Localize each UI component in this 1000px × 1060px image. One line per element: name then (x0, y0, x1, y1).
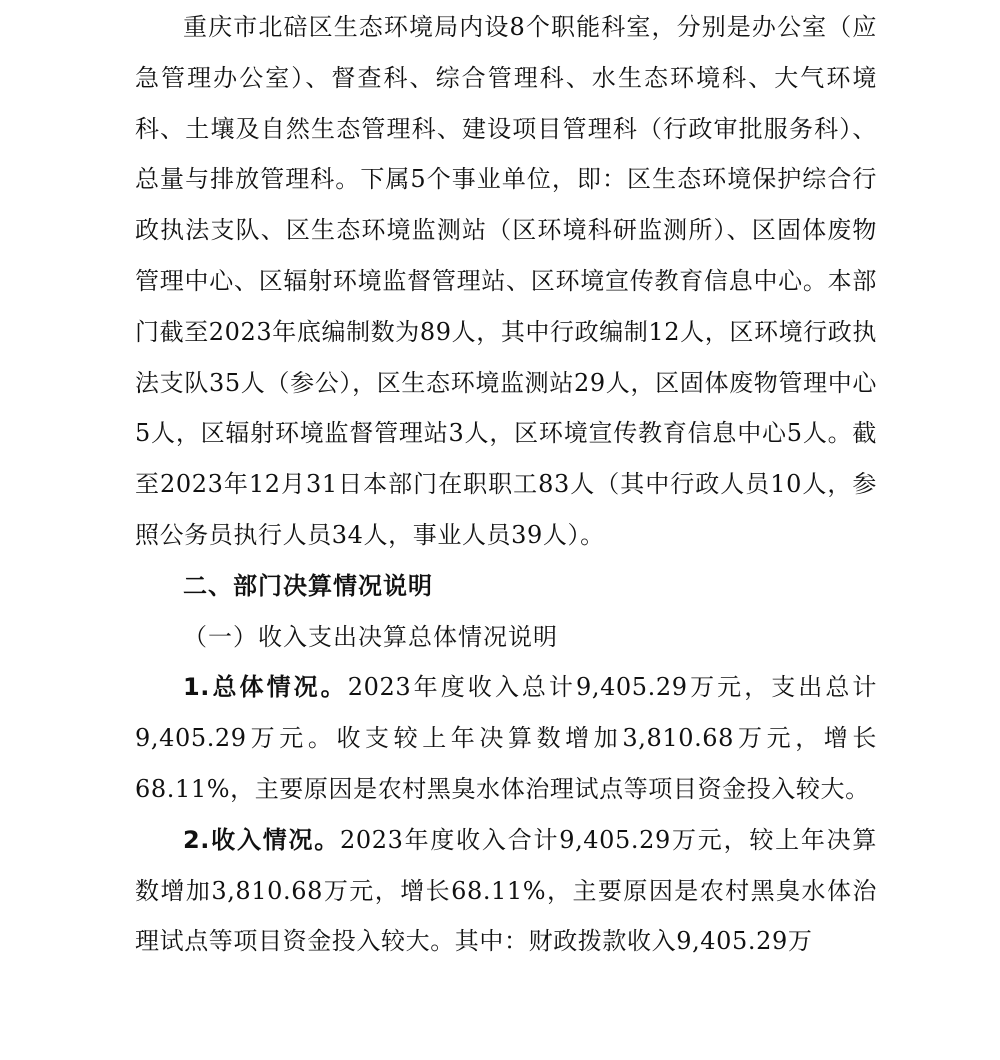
overall-situation-lead: 1.总体情况。 (183, 673, 348, 702)
document-page (135, 0, 877, 967)
overall-situation-text: 2023年度收入总计9,405.29万元，支出总计9,405.29万元。收支较上年决算数增加3,810.68万元，增长68.11%，主要原因是农村黑臭水体治理试点等项目资金投入较大。 (135, 673, 877, 803)
subsection-heading: （一）收入支出决算总体情况说明 (183, 622, 558, 651)
overall-situation-paragraph (135, 662, 877, 814)
income-situation-lead: 2.收入情况。 (183, 825, 340, 854)
section-heading: 二、部门决算情况说明 (183, 571, 433, 600)
income-situation-paragraph (135, 815, 877, 967)
org-structure-paragraph: 重庆市北碚区生态环境局内设8个职能科室，分别是办公室（应急管理办公室）、督查科、综合管理科、水生态环境科、大气环境科、土壤及自然生态管理科、建设项目管理科（行政审批服务科）、总量与排放管理科。下属5个事业单位，即：区生态环境保护综合行政执法支队、区生态环境监测站（区环境科研监测所）、区固体废物管理中心、区辐射环境监督管理站、区环境宣传教育信息中心。本部门截至2023年底编制数为89人，其中行政编制12人，区环境行政执法支队35人（参公），区生态环境监测站29人，区固体废物管理中心5人，区辐射环境监督管理站3人，区环境宣传教育信息中心5人。截至2023年12月31日本部门在职职工83人（其中行政人员10人，参照公务员执行人员34人，事业人员39人）。 (135, 13, 877, 549)
income-situation-text: 2023年度收入合计9,405.29万元，较上年决算数增加3,810.68万元，增长68.11%，主要原因是农村黑臭水体治理试点等项目资金投入较大。其中：财政拨款收入9,405.29万 (135, 825, 877, 956)
